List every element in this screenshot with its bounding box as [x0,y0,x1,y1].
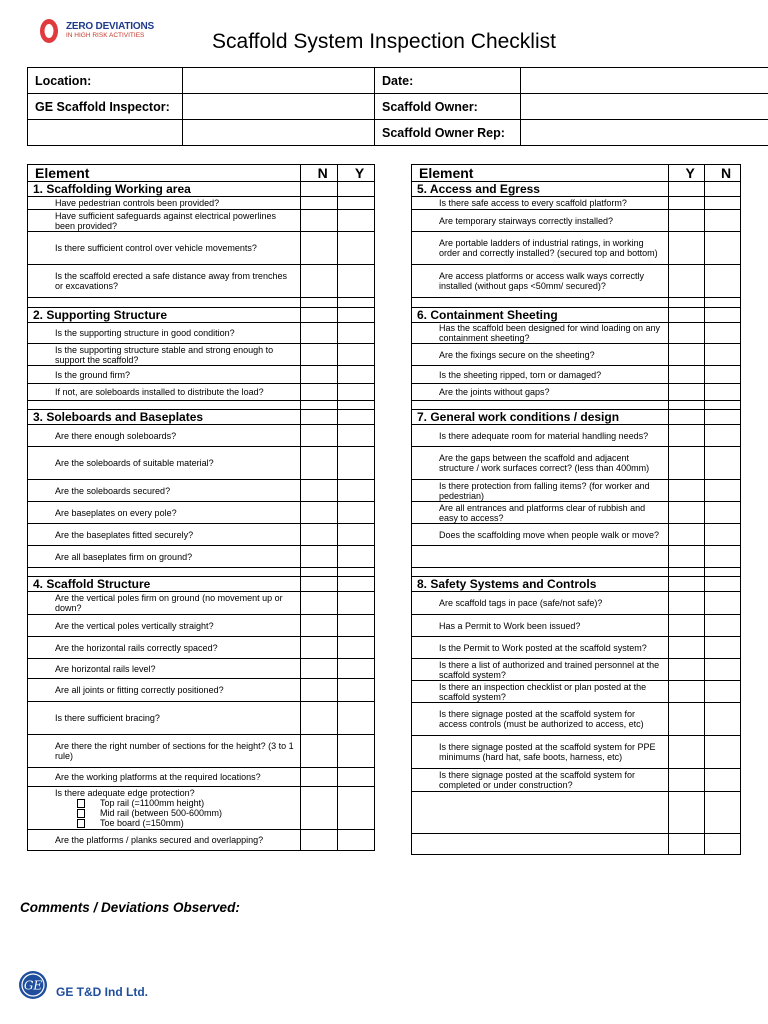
y-checkbox[interactable] [338,232,375,265]
y-checkbox[interactable] [669,524,705,546]
checklist-item: Are the joints without gaps? [412,384,669,401]
y-checkbox[interactable] [669,637,705,659]
y-checkbox[interactable] [338,592,375,615]
y-checkbox[interactable] [338,637,375,659]
checklist-item: Are all joints or fitting correctly positioned? [28,679,301,702]
section-title: 5. Access and Egress [412,182,669,197]
checklist-item: Are the baseplates fitted securely? [28,524,301,546]
y-checkbox[interactable] [669,769,705,792]
y-checkbox[interactable] [669,425,705,447]
y-checkbox[interactable] [669,681,705,703]
checklist-item: Is there signage posted at the scaffold system for access controls (must be authorized to access, etc) [412,703,669,736]
y-checkbox[interactable] [338,197,375,210]
n-checkbox[interactable] [705,703,741,736]
y-checkbox[interactable] [669,659,705,681]
n-checkbox[interactable] [705,615,741,637]
checklist-item: Is there protection from falling items? (for worker and pedestrian) [412,480,669,502]
y-checkbox[interactable] [338,659,375,679]
checklist-item: Is there sufficient bracing? [28,702,301,735]
n-checkbox[interactable] [301,425,338,447]
n-header: N [301,165,338,182]
n-checkbox[interactable] [705,524,741,546]
y-checkbox[interactable] [338,344,375,366]
owner-field[interactable] [521,94,768,120]
n-checkbox[interactable] [705,447,741,480]
checklist-item: Are the horizontal rails correctly spaced? [28,637,301,659]
y-header: Y [338,165,375,182]
y-checkbox[interactable] [669,197,705,210]
n-checkbox[interactable] [705,502,741,524]
checklist-item: Is the Permit to Work posted at the scaffold system? [412,637,669,659]
section-title: 6. Containment Sheeting [412,308,669,323]
edge-sub-label: Toe board (=150mm) [100,818,184,828]
y-checkbox[interactable] [338,546,375,568]
checklist-item: Is there an inspection checklist or plan posted at the scaffold system? [412,681,669,703]
checklist-item: Are the soleboards secured? [28,480,301,502]
checklist-item: Are scaffold tags in pace (safe/not safe)? [412,592,669,615]
checklist-item: Are there enough soleboards? [28,425,301,447]
location-label: Location: [28,68,183,94]
element-header: Element [412,165,669,182]
checklist-item: Are baseplates on every pole? [28,502,301,524]
blank-label [28,120,183,146]
page-title: Scaffold System Inspection Checklist [212,30,556,53]
left-checklist [27,164,375,851]
blank-field[interactable] [183,120,375,146]
checklist-item: Are the soleboards of suitable material? [28,447,301,480]
n-checkbox[interactable] [301,197,338,210]
date-field[interactable] [521,68,768,94]
checklist-item: Are access platforms or access walk ways correctly installed (without gaps <50mm/ secured)? [412,265,669,298]
checklist-item: Is there adequate room for material handling needs? [412,425,669,447]
checklist-item: Have sufficient safeguards against electrical powerlines been provided? [28,210,301,232]
checklist-item: Is the sheeting ripped, torn or damaged? [412,366,669,384]
y-checkbox[interactable] [669,447,705,480]
edge-sub-item [77,798,297,808]
owner-rep-field[interactable] [521,120,768,146]
location-field[interactable] [183,68,375,94]
date-label: Date: [375,68,521,94]
y-checkbox[interactable] [669,366,705,384]
checklist-item: Has a Permit to Work been issued? [412,615,669,637]
y-checkbox[interactable] [669,480,705,502]
n-checkbox[interactable] [705,323,741,344]
n-checkbox[interactable] [705,384,741,401]
checklist-item: Are the platforms / planks secured and overlapping? [28,830,301,851]
inspector-field[interactable] [183,94,375,120]
n-checkbox[interactable] [301,524,338,546]
y-checkbox[interactable] [669,615,705,637]
n-checkbox[interactable] [301,659,338,679]
checklist-item: Is the ground firm? [28,366,301,384]
n-checkbox[interactable] [705,344,741,366]
n-checkbox[interactable] [301,210,338,232]
checklist-item: Is there adequate edge protection? [55,788,195,798]
n-checkbox[interactable] [705,425,741,447]
checklist-item: Are horizontal rails level? [28,659,301,679]
n-checkbox[interactable] [301,366,338,384]
checklist-item: Are the vertical poles vertically straight? [28,615,301,637]
section-title: 1. Scaffolding Working area [28,182,301,197]
y-checkbox[interactable] [669,232,705,265]
y-checkbox[interactable] [338,384,375,401]
checklist-item: Is there a list of authorized and trained personnel at the scaffold system? [412,659,669,681]
checklist-item: Are portable ladders of industrial ratings, in working order and correctly installed? (secured top and bottom) [412,232,669,265]
n-checkbox[interactable] [301,592,338,615]
checklist-item: Is there sufficient control over vehicle movements? [28,232,301,265]
y-checkbox[interactable] [338,702,375,735]
checklist-item: Does the scaffolding move when people walk or move? [412,524,669,546]
owner-rep-label: Scaffold Owner Rep: [375,120,521,146]
n-checkbox[interactable] [301,480,338,502]
y-checkbox[interactable] [338,830,375,851]
y-checkbox[interactable] [338,366,375,384]
y-checkbox[interactable] [338,615,375,637]
y-checkbox[interactable] [338,524,375,546]
n-checkbox[interactable] [301,265,338,298]
section-title: 2. Supporting Structure [28,308,301,323]
y-checkbox[interactable] [669,323,705,344]
ge-logo-text: GE [23,978,43,993]
n-checkbox[interactable] [705,210,741,232]
right-checklist [411,164,741,855]
ge-logo-icon [18,970,48,1000]
edge-sub-label: Top rail (=1100mm height) [100,798,205,808]
checklist-item: Are the working platforms at the required locations? [28,768,301,787]
y-checkbox[interactable] [669,736,705,769]
comments-label: Comments / Deviations Observed: [20,900,240,915]
n-checkbox[interactable] [301,702,338,735]
n-checkbox[interactable] [301,735,338,768]
checkbox-icon [77,819,85,828]
n-checkbox[interactable] [301,384,338,401]
n-checkbox[interactable] [705,681,741,703]
checklist-item: Is the scaffold erected a safe distance away from trenches or excavations? [28,265,301,298]
n-checkbox[interactable] [301,615,338,637]
y-header: Y [669,165,705,182]
y-checkbox[interactable] [338,425,375,447]
n-checkbox[interactable] [301,323,338,344]
checklist-item: Are the fixings secure on the sheeting? [412,344,669,366]
n-checkbox[interactable] [301,679,338,702]
n-checkbox[interactable] [301,232,338,265]
n-checkbox[interactable] [301,447,338,480]
edge-sub-label: Mid rail (between 500-600mm) [100,808,223,818]
checklist-item: If not, are soleboards installed to distribute the load? [28,384,301,401]
checkbox-icon [77,799,85,808]
checklist-item: Is the supporting structure in good condition? [28,323,301,344]
y-checkbox[interactable] [338,210,375,232]
y-checkbox[interactable] [338,323,375,344]
checklist-item: Are temporary stairways correctly installed? [412,210,669,232]
checklist-item: Has the scaffold been designed for wind loading on any containment sheeting? [412,323,669,344]
y-checkbox[interactable] [669,210,705,232]
n-checkbox[interactable] [705,232,741,265]
n-checkbox[interactable] [705,265,741,298]
section-title: 7. General work conditions / design [412,410,669,425]
checklist-item: Are the vertical poles firm on ground (no movement up or down? [28,592,301,615]
n-checkbox[interactable] [301,344,338,366]
logo-line1: ZERO DEVIATIONS [66,21,154,32]
checklist-item: Are there the right number of sections for the height? (3 to 1 rule) [28,735,301,768]
y-checkbox[interactable] [669,344,705,366]
y-checkbox[interactable] [338,768,375,787]
n-checkbox[interactable] [301,546,338,568]
checklist-item: Is there signage posted at the scaffold system for PPE minimums (hard hat, safe boots, harness, etc) [412,736,669,769]
y-checkbox[interactable] [338,679,375,702]
checklist-item: Is there safe access to every scaffold platform? [412,197,669,210]
y-checkbox[interactable] [338,787,375,830]
y-checkbox[interactable] [669,265,705,298]
element-header: Element [28,165,301,182]
y-checkbox[interactable] [338,480,375,502]
info-table [27,67,768,146]
section-title: 8. Safety Systems and Controls [412,577,669,592]
n-checkbox[interactable] [705,592,741,615]
y-checkbox[interactable] [669,703,705,736]
n-checkbox[interactable] [705,637,741,659]
y-checkbox[interactable] [338,735,375,768]
n-checkbox[interactable] [705,659,741,681]
company-name: GE T&D Ind Ltd. [56,985,148,999]
n-checkbox[interactable] [705,769,741,792]
edge-sub-item [77,808,297,818]
section-title: 4. Scaffold Structure [28,577,301,592]
logo-line2: IN HIGH RISK ACTIVITIES [66,32,145,39]
edge-sub-item [77,818,297,828]
checklist-item: Is the supporting structure stable and strong enough to support the scaffold? [28,344,301,366]
n-checkbox[interactable] [705,736,741,769]
owner-label: Scaffold Owner: [375,94,521,120]
n-checkbox[interactable] [301,830,338,851]
section-title: 3. Soleboards and Baseplates [28,410,301,425]
y-checkbox[interactable] [338,265,375,298]
y-checkbox[interactable] [338,502,375,524]
checklist-item: Are all baseplates firm on ground? [28,546,301,568]
checklist-item: Are the gaps between the scaffold and adjacent structure / work surfaces correct? (less than 400mm) [412,447,669,480]
checklist-item: Have pedestrian controls been provided? [28,197,301,210]
n-checkbox[interactable] [705,197,741,210]
n-header: N [705,165,741,182]
checkbox-icon [77,809,85,818]
n-checkbox[interactable] [301,637,338,659]
n-checkbox[interactable] [301,787,338,830]
n-checkbox[interactable] [705,366,741,384]
y-checkbox[interactable] [669,384,705,401]
inspector-label: GE Scaffold Inspector: [28,94,183,120]
checklist-item: Are all entrances and platforms clear of rubbish and easy to access? [412,502,669,524]
y-checkbox[interactable] [669,592,705,615]
edge-protection-item [28,787,301,830]
y-checkbox[interactable] [669,502,705,524]
y-checkbox[interactable] [338,447,375,480]
n-checkbox[interactable] [301,768,338,787]
checklist-item: Is there signage posted at the scaffold system for completed or under construction? [412,769,669,792]
n-checkbox[interactable] [301,502,338,524]
n-checkbox[interactable] [705,480,741,502]
